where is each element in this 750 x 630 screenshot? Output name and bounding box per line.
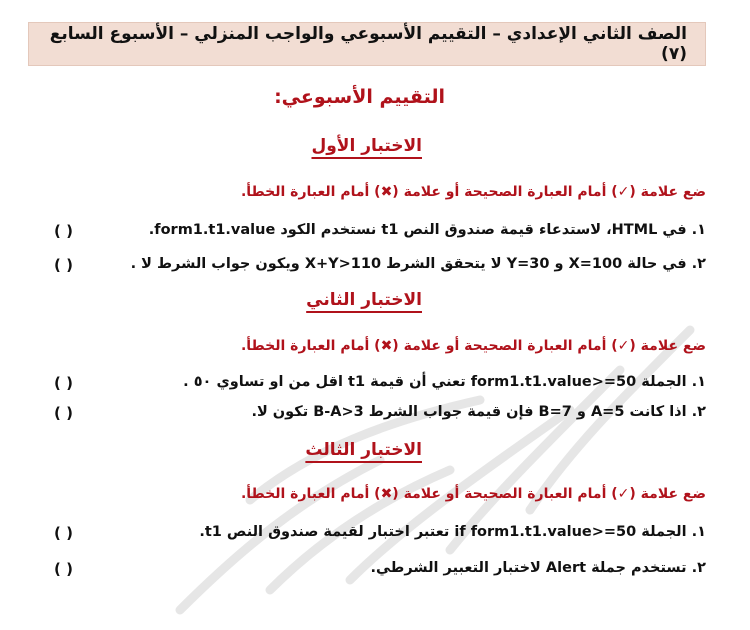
- test-1-answer-2: ( ): [54, 256, 73, 274]
- test-2-question-2: ٢. اذا كانت A=5 و B=7 فإن قيمة جواب الشرط B-A>3 تكون لا.: [251, 404, 706, 420]
- worksheet-title-text: الصف الثاني الإعدادي – التقييم الأسبوعي والواجب المنزلي – الأسبوع السابع (٧): [49, 24, 687, 64]
- test-3-heading: الاختبار الثالث: [305, 440, 422, 460]
- test-3-question-1: ١. الجملة if form1.t1.value>=50 تعتبر اختبار لقيمة صندوق النص t1.: [199, 524, 706, 540]
- test-3-answer-1: ( ): [54, 524, 73, 542]
- worksheet-title: [28, 22, 706, 66]
- test-2-answer-1: ( ): [54, 374, 73, 392]
- test-2-instruction: ضع علامة (✓) أمام العبارة الصحيحة أو علامة (✖) أمام العبارة الخطأ.: [240, 338, 706, 354]
- test-3-question-2: ٢. تستخدم جملة Alert لاختبار التعبير الشرطي.: [370, 560, 706, 576]
- weekly-assessment-heading: التقييم الأسبوعي:: [274, 86, 445, 108]
- test-2-heading: الاختبار الثاني: [306, 290, 422, 310]
- test-1-answer-1: ( ): [54, 222, 73, 240]
- test-2-answer-2: ( ): [54, 404, 73, 422]
- test-3-instruction: ضع علامة (✓) أمام العبارة الصحيحة أو علامة (✖) أمام العبارة الخطأ.: [240, 486, 706, 502]
- test-1-question-2: ٢. في حالة X=100 و Y=30 لا يتحقق الشرط X+Y>110 ويكون جواب الشرط لا .: [130, 256, 706, 272]
- test-1-instruction: ضع علامة (✓) أمام العبارة الصحيحة أو علامة (✖) أمام العبارة الخطأ.: [240, 184, 706, 200]
- test-2-question-1: ١. الجملة form1.t1.value>=50 تعني أن قيمة t1 اقل من او تساوي ٥٠ .: [183, 374, 706, 390]
- test-3-answer-2: ( ): [54, 560, 73, 578]
- test-1-question-1: ١. في HTML، لاستدعاء قيمة صندوق النص t1 نستخدم الكود form1.t1.value.: [148, 222, 706, 238]
- test-1-heading: الاختبار الأول: [311, 136, 422, 156]
